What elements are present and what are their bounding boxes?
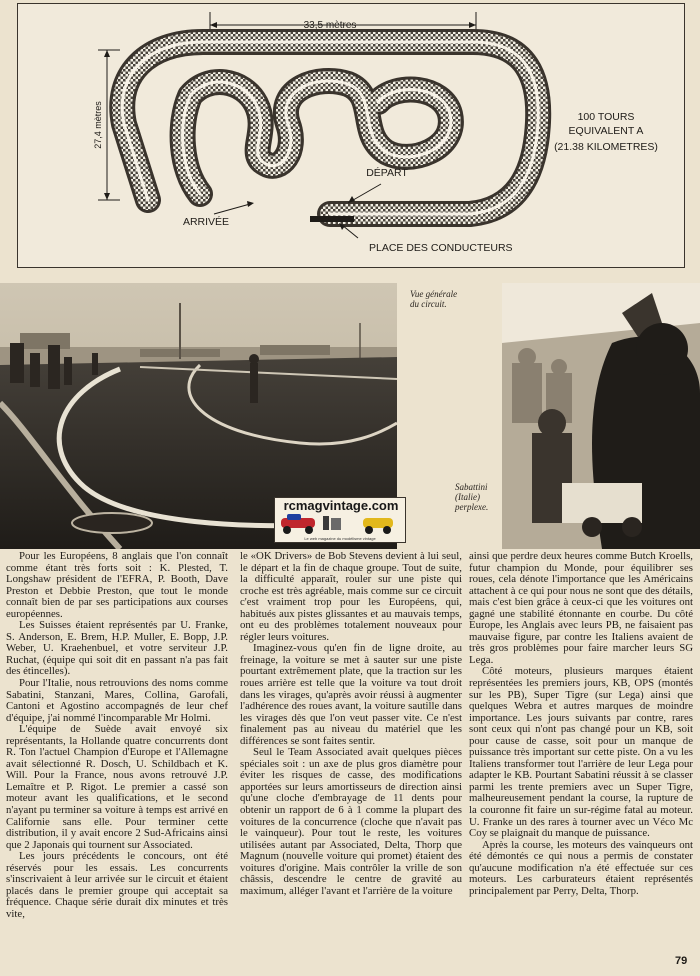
track-caption-line-2: du circuit. (410, 299, 447, 309)
arrivee-arrow (214, 201, 254, 214)
drivers-stand-marker (310, 216, 354, 222)
paragraph: L'équipe de Suède avait envoyé six représentants, la Hollande quatre concurrents dont R. Ton l'actuel Champion d'Europe et l'Allemagne avait sélectionné R. Dosch, U. Schildbach et K. Will. Pour la France, nous avons retrouvé J.P. Lemaître et P. Rigot. Le premier a cassé son moteur avant les qualifications, et le second n'ayant pu terminer sa voiture à temps est arrivé en Californie sans elle. Pour terminer cette distribution, il y avait encore 2 Sud-Africains ainsi que 2 Japonais qui tournent sur Associated. (6, 723, 228, 851)
driver-photo-caption (455, 482, 488, 512)
paragraph: Pour l'Italie, nous retrouvions des noms comme Sabatini, Stanzani, Mares, Collina, Garofali, Cantoni et Agostino accompagnés de leur chef d'équipe, j'ai nommé l'incomparable Mr Holmi. (6, 677, 228, 724)
logo-tagline: Le web magazine du modélisme vintage (304, 536, 376, 541)
paragraph: Côté moteurs, plusieurs marques étaient représentées les premiers jours, KB, OPS (montés sur les PB), Super Tigre (sur Lega) ainsi que quelques Webra et autres marques de moindre importance. Les jours suivants par contre, rares sont ceux qui n'ont pas changé pour un KB, soit pour cause de casse, soit pour un manque de puissance très important sur cette piste. On a vu les Italiens transformer tout l'arrière de leur Lega pour adapter le KB. Pourtant Sabatini réussit à se classer parmi les trente premiers avec un Super Tigre, malheureusement pendant la course, la rupture de la couronne fit faire un sur-régime fatal au moteur. U. Franke un des rares à tourner avec un Véco Mc Coy se plaignait du manque de puissance. (469, 665, 693, 840)
depart-label: DÉPART (366, 167, 408, 179)
laps-line-2: EQUIVALENT A (568, 125, 644, 137)
depart-arrow (348, 184, 381, 203)
arrivee-label: ARRIVÉE (182, 216, 230, 228)
logo-cars-icon (275, 512, 405, 542)
driver-caption-line-2: (Italie) (455, 492, 480, 502)
paragraph: Les Suisses étaient représentés par U. Franke, S. Anderson, E. Brem, H.P. Muller, E. Bopp, J.P. Weber, U. Kraehenbuel, et votre serviteur J.P. Ruchat, (équipe qui soit dit en passant n'a pas fait des étincelles). (6, 619, 228, 678)
article-column-1 (6, 551, 228, 921)
article-column-3 (469, 551, 693, 897)
paragraph: Seul le Team Associated avait quelques pièces spéciales soit : un axe de plus gros diamètre pour éviter les risques de casse, des modifications apportées sur leurs amortisseurs de direction ainsi qu'une cloche d'embrayage de 11 dents pour obtenir un rapport de 6 à 1 comme la plupart des voitures de la concurrence (cloche que n'avait pas le vainqueur). Pour tout le reste, les voitures utilisées autant par Associated, Delta, Thorp que Magnum (nouvelle voiture qui promet) étaient des voitures d'origine. Mais contrôler la vrille de son châssis, descendre le centre de gravité au maximum, alléger l'avant et l'arrière de la voiture (240, 746, 462, 897)
rcmagvintage-logo (274, 497, 406, 543)
height-label: 27,4 mètres (93, 101, 103, 149)
paragraph: Pour les Européens, 8 anglais que l'on connaît comme étant très forts soit : K. Plested, T. Longshaw président de l'EFRA, P. Booth, Dave Preston et Debbie Preston, que tout le monde connaît bien de par ses participations aux courses européennes. (6, 550, 228, 620)
driver-caption-line-1: Sabattini (455, 482, 488, 492)
article-column-2 (240, 551, 462, 897)
laps-line-3: (21.38 KILOMETRES) (554, 141, 658, 153)
paragraph: ainsi que perdre deux heures comme Butch Kroells, futur champion du Monde, pour équilibrer ses roues, cela dénote l'importance que les Américains attachent à ce qui pour nous ne sont que des détails, mais c'est bien grâce à ceux-ci que les voitures ont gagné une stabilité étonnante en courbe. Du côté Europe, les Anglais avec leurs PB, ne faisaient pas mauvaise figure, par contre les Italiens avaient de très gros problèmes pour faire marcher leurs SG Lega. (469, 550, 693, 666)
track-photo-caption (410, 289, 457, 309)
track-caption-line-1: Vue générale (410, 289, 458, 299)
paragraph: Les jours précédents le concours, ont été réservés pour les essais. Les concurrents s'inscrivaient à leur arrivée sur le circuit et étaient placés dans le premier groupe qui acceptait sa fréquence. Chaque série durait dix minutes et très vite, (6, 850, 228, 920)
track-diagram (17, 3, 685, 268)
width-label: 33,5 mètres (303, 20, 357, 31)
track-diagram-drawing (18, 4, 686, 269)
logo-text: rcmagvintage.com (283, 498, 399, 513)
page-number: 79 (675, 955, 688, 967)
driver-caption-line-3: perplexe. (455, 502, 489, 512)
track-layout (122, 42, 538, 214)
driver-photo (502, 283, 700, 549)
laps-line-1: 100 TOURS (577, 111, 635, 123)
drivers-label: PLACE DES CONDUCTEURS (369, 242, 513, 254)
paragraph: le «OK Drivers» de Bob Stevens devient à lui seul, le départ et la fin de chaque groupe. Tout de suite, la difficulté apparaît, rouler sur une piste qui croche est très agréable, mais comme sur ce circuit c'est vraiment trop pour les Européens, qui, habitués aux pistes glissantes et au mauvais temps, ont eu des problèmes totalement nouveaux pour régler leurs voitures. (240, 550, 462, 643)
paragraph: Imaginez-vous qu'en fin de ligne droite, au freinage, la voiture se met à sauter sur une piste pourtant extrêmement plate, que la traction sur les roues arrière est telle que la voiture va tout droit dans les virages, qu'après avoir réussi à augmenter l'adhérence des roues avant, la voiture sautille dans les virages dès que l'on veut passer vite. Ce n'est finalement pas au niveau du matériel que les différences se sont faites sentir. (240, 642, 462, 747)
paragraph: Après la course, les moteurs des vainqueurs ont été démontés ce qui nous a permis de constater qu'aucune modification n'a été effectuée sur ces moteurs. Les carburateurs étaient représentés principalement par Perry, Delta, Thorp. (469, 838, 693, 897)
